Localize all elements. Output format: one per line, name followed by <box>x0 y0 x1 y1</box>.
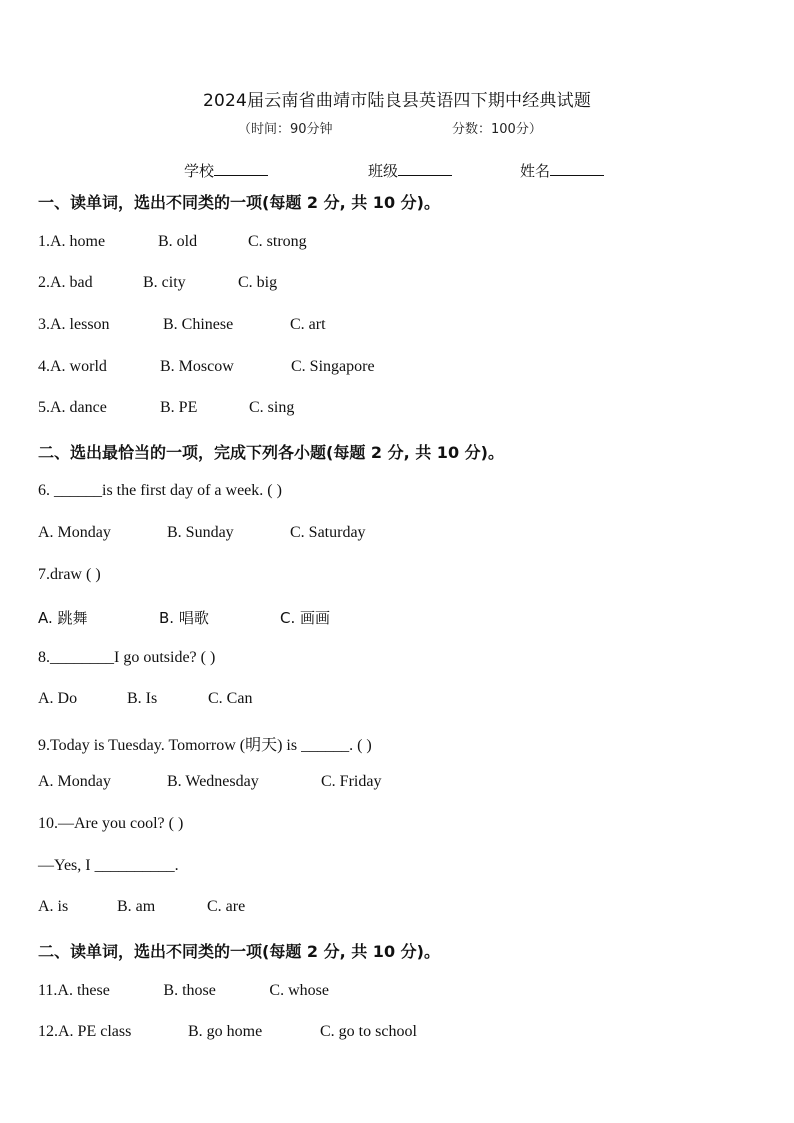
school-label: 学校 <box>184 162 215 180</box>
question-7-options <box>38 607 330 628</box>
option-a: A. dance <box>50 399 107 416</box>
question-number: 3. <box>38 316 50 333</box>
option-c: C. big <box>238 274 278 291</box>
question-9-stem: 9.Today is Tuesday. Tomorrow (明天) is ______. ( ) <box>38 737 372 754</box>
option-c: C. Friday <box>321 773 382 790</box>
question-8-stem: 8.________I go outside? ( ) <box>38 649 216 666</box>
school-field <box>184 160 268 181</box>
option-c: C. Can <box>208 690 253 707</box>
option-a: A. world <box>50 358 107 375</box>
question-10-reply: —Yes, I __________. <box>38 857 179 874</box>
question-4 <box>38 358 375 376</box>
name-blank <box>550 161 604 176</box>
option-a: A. lesson <box>50 316 110 333</box>
question-3 <box>38 316 326 334</box>
question-1 <box>38 233 307 251</box>
option-a: A. 跳舞 <box>38 609 88 627</box>
question-number: 2. <box>38 274 50 291</box>
class-field <box>368 160 452 181</box>
class-label: 班级 <box>368 162 399 180</box>
option-c: C. Singapore <box>291 358 375 375</box>
section-heading-1: 一、读单词，选出不同类的一项(每题 2 分, 共 10 分)。 <box>38 193 440 212</box>
exam-time: （时间：90分钟 <box>238 122 333 137</box>
question-10-stem: 10.—Are you cool? ( ) <box>38 815 184 832</box>
class-blank <box>398 161 452 176</box>
option-b: B. Wednesday <box>167 773 259 790</box>
option-a: A. Monday <box>38 773 111 790</box>
option-c: C. sing <box>249 399 295 416</box>
option-a: A. these <box>57 982 110 999</box>
section-heading-3: 二、读单词，选出不同类的一项(每题 2 分, 共 10 分)。 <box>38 942 440 961</box>
option-b: B. Is <box>127 690 158 707</box>
option-b: B. Sunday <box>167 524 234 541</box>
option-a: A. home <box>50 233 106 250</box>
question-8-options <box>38 690 252 708</box>
question-2 <box>38 274 277 292</box>
question-number: 11. <box>38 982 58 999</box>
option-c: C. strong <box>248 233 307 250</box>
option-c: C. are <box>207 898 246 915</box>
option-b: B. Chinese <box>163 316 234 333</box>
question-6-options <box>38 524 366 542</box>
option-b: B. Moscow <box>160 358 234 375</box>
question-12 <box>38 1023 417 1041</box>
option-b: B. go home <box>188 1023 263 1040</box>
option-a: A. Monday <box>38 524 111 541</box>
option-b: B. old <box>158 233 198 250</box>
section-heading-2: 二、选出最恰当的一项，完成下列各小题(每题 2 分, 共 10 分)。 <box>38 443 504 462</box>
page-title: 2024届云南省曲靖市陆良县英语四下期中经典试题 <box>202 91 592 111</box>
option-b: B. am <box>117 898 156 915</box>
question-number: 4. <box>38 358 50 375</box>
option-c: C. go to school <box>320 1023 417 1040</box>
option-c: C. art <box>290 316 326 333</box>
question-10-options <box>38 898 245 916</box>
option-b: B. those <box>163 982 216 999</box>
name-label: 姓名 <box>520 162 551 180</box>
option-a: A. Do <box>38 690 78 707</box>
option-c: C. Saturday <box>290 524 366 541</box>
option-c: C. 画画 <box>280 609 331 627</box>
option-b: B. PE <box>160 399 198 416</box>
option-a: A. bad <box>50 274 93 291</box>
question-6-stem: 6. ______is the first day of a week. ( ) <box>38 482 282 499</box>
name-field <box>520 160 604 181</box>
question-5 <box>38 399 294 417</box>
question-number: 1. <box>38 233 50 250</box>
question-9-options <box>38 773 381 791</box>
question-number: 5. <box>38 399 50 416</box>
option-c: C. whose <box>269 982 329 999</box>
exam-score: 分数：100分） <box>452 122 542 137</box>
option-a: A. PE class <box>58 1023 132 1040</box>
question-11 <box>38 982 329 1000</box>
option-b: B. city <box>143 274 186 291</box>
question-7-stem: 7.draw ( ) <box>38 566 101 583</box>
school-blank <box>214 161 268 176</box>
option-b: B. 唱歌 <box>159 609 209 627</box>
question-number: 12. <box>38 1023 58 1040</box>
option-a: A. is <box>38 898 69 915</box>
